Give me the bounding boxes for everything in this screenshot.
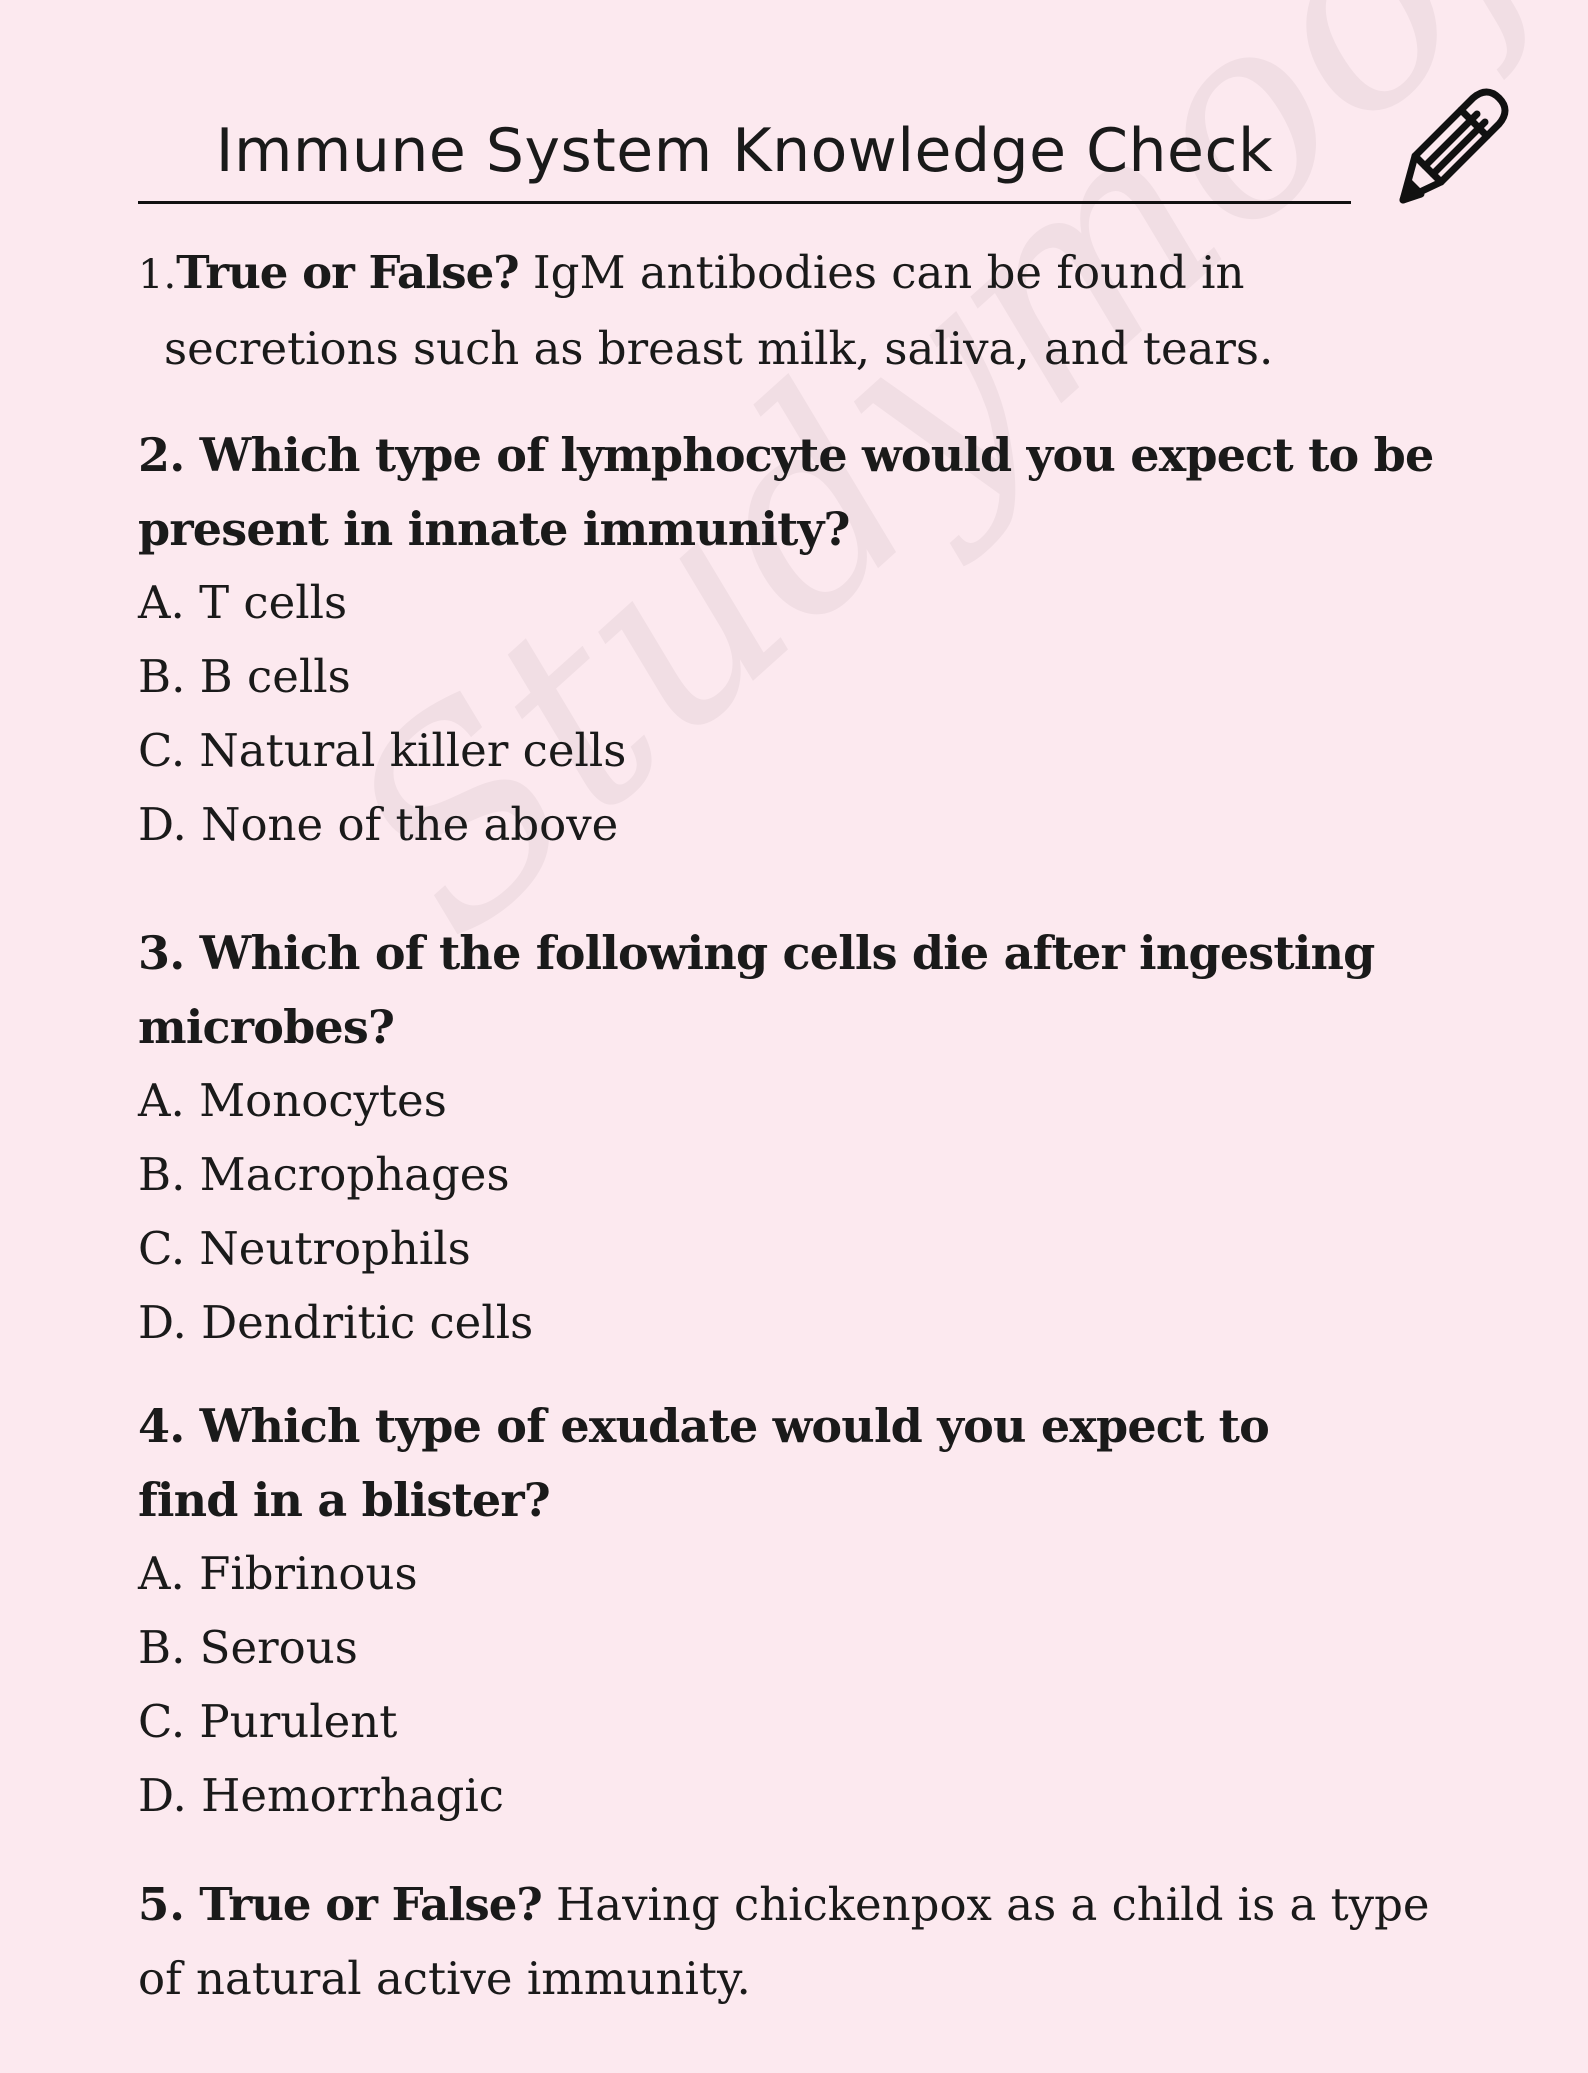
question-text: Which of the following cells die after ingesting: [199, 926, 1375, 980]
option-b[interactable]: B. Macrophages: [138, 1148, 510, 1201]
option-d[interactable]: D. Hemorrhagic: [138, 1769, 504, 1822]
question-4: [138, 1389, 1478, 1833]
question-text: Having chickenpox as a child is a type: [556, 1878, 1430, 1931]
question-number: 5.: [138, 1878, 185, 1931]
true-false-lead: True or False?: [176, 246, 519, 299]
question-1: [138, 236, 1478, 385]
option-b[interactable]: B. Serous: [138, 1621, 358, 1674]
option-a[interactable]: A. Monocytes: [138, 1074, 447, 1127]
question-text-continued: secretions such as breast milk, saliva, and tears.: [164, 322, 1274, 375]
question-2: [138, 418, 1478, 862]
question-text: Which type of lymphocyte would you expect to be: [199, 428, 1434, 482]
option-d[interactable]: D. None of the above: [138, 798, 619, 851]
option-c[interactable]: C. Natural killer cells: [138, 724, 627, 777]
true-false-lead: True or False?: [199, 1878, 542, 1931]
question-number: 4.: [138, 1399, 185, 1453]
header: [138, 108, 1351, 204]
question-text-continued: of natural active immunity.: [138, 1952, 751, 2005]
option-d[interactable]: D. Dendritic cells: [138, 1296, 534, 1349]
question-number: 3.: [138, 926, 185, 980]
question-text-continued: find in a blister?: [138, 1473, 550, 1527]
page-title: Immune System Knowledge Check: [215, 116, 1274, 186]
question-3: [138, 916, 1478, 1360]
question-text-continued: microbes?: [138, 1000, 395, 1054]
title-underline: [138, 201, 1351, 204]
option-c[interactable]: C. Neutrophils: [138, 1222, 471, 1275]
option-a[interactable]: A. T cells: [138, 576, 348, 629]
question-text: Which type of exudate would you expect to: [199, 1399, 1269, 1453]
question-number: 2.: [138, 428, 185, 482]
question-text-continued: present in innate immunity?: [138, 502, 850, 556]
option-a[interactable]: A. Fibrinous: [138, 1547, 418, 1600]
pencil-icon: [1395, 84, 1513, 208]
question-text: IgM antibodies can be found in: [532, 246, 1245, 299]
option-c[interactable]: C. Purulent: [138, 1695, 398, 1748]
question-5: [138, 1868, 1478, 2016]
option-b[interactable]: B. B cells: [138, 650, 351, 703]
question-number: 1.: [138, 252, 177, 298]
